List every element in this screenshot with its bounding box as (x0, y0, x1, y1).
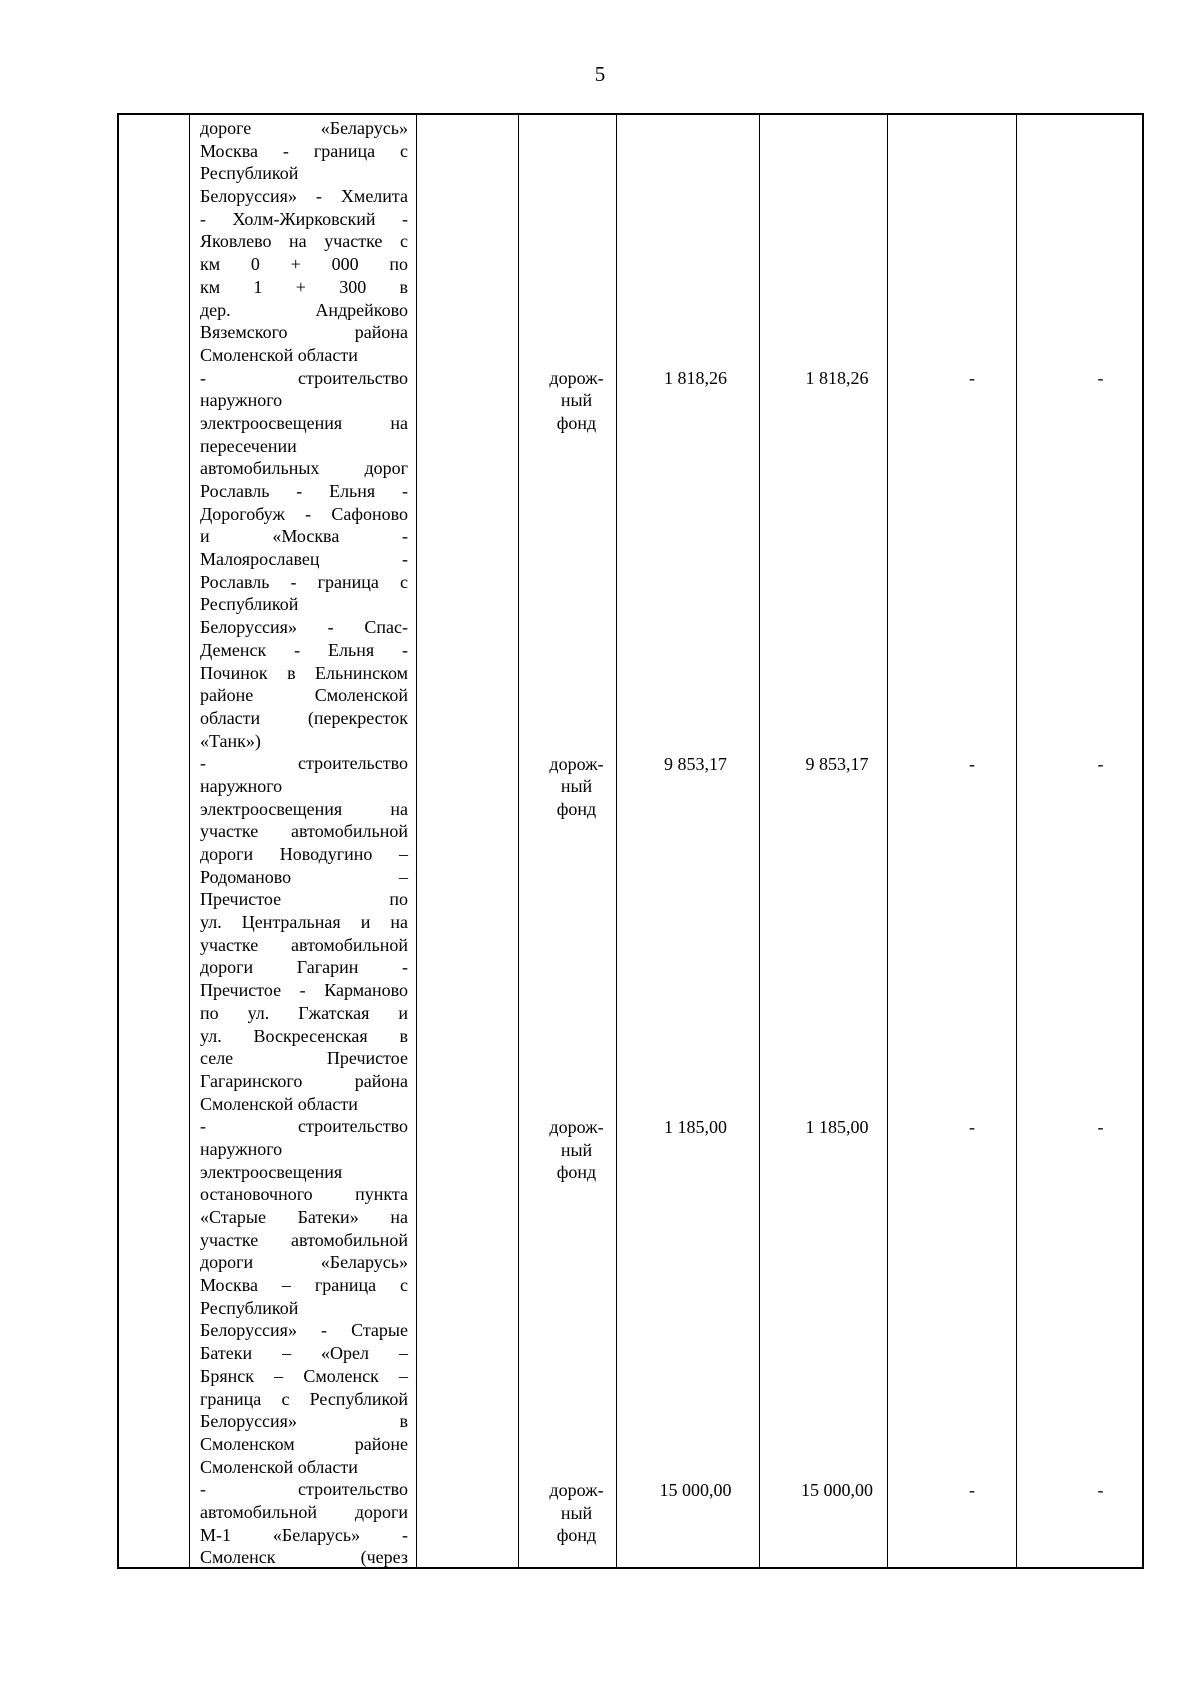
funding-source-line: дорож- (549, 1116, 604, 1137)
description-line: селе Пречистое (200, 1048, 408, 1069)
description-line: остановочного пункта (200, 1184, 408, 1205)
description-line: Малоярославец - (200, 549, 408, 570)
description-line: Дорогобуж - Сафоново (200, 503, 408, 524)
description-line: по ул. Гжатская и (200, 1002, 408, 1023)
description-line: наружного (200, 1138, 283, 1159)
description-line: электроосвещения (200, 1161, 343, 1182)
column-6-value: - (1097, 753, 1104, 774)
funding-source-line: ный (560, 1502, 593, 1523)
funding-source-line: ный (560, 1139, 593, 1160)
column-divider (518, 115, 519, 1567)
column-5-value: - (969, 1116, 975, 1137)
column-6-value: - (1097, 367, 1104, 388)
description-line: км 1 + 300 в (200, 276, 408, 297)
description-line: Белоруссия» - Спас- (200, 617, 408, 638)
column-divider (616, 115, 617, 1567)
description-line: участке автомобильной (200, 934, 408, 955)
description-line: и «Москва - (200, 526, 408, 547)
funding-source (519, 1116, 634, 1184)
funding-source-line: фонд (556, 1162, 597, 1183)
funding-source-line: фонд (556, 799, 597, 819)
description-line: Рославль - Ельня - (200, 481, 408, 501)
column-5-value: - (969, 367, 975, 388)
description-line: - Холм-Жирковский - (200, 208, 408, 229)
description-line: районе Смоленской (200, 685, 408, 706)
description-line: Пречистое - Карманово (200, 980, 408, 1001)
description-line: км 0 + 000 по (200, 254, 408, 275)
description-line: «Старые Батеки» на (200, 1207, 408, 1227)
amount-total: 15 000,00 (659, 1480, 732, 1500)
description-line: Республикой (200, 1297, 299, 1318)
description-line: - строительство (200, 1479, 408, 1500)
description-line: наружного (200, 775, 283, 796)
description-line: Республикой (200, 163, 299, 184)
funding-source-line: дорож- (549, 1480, 604, 1500)
description-line: дороги Новодугино – (200, 844, 408, 864)
page-number: 5 (594, 62, 606, 86)
description-line: - строительство (200, 1116, 408, 1137)
description-line: Рославль - граница с (200, 571, 408, 592)
description-line: Яковлево на участке с (200, 231, 408, 252)
funding-source-line: дорож- (549, 367, 604, 388)
description-line: Москва – граница с (200, 1275, 408, 1296)
description-line: участке автомобильной (200, 821, 408, 842)
column-divider (1016, 115, 1017, 1567)
description-line: автомобильной дороги (200, 1501, 408, 1522)
description-line: Пречистое по (200, 889, 408, 910)
column-divider (189, 115, 190, 1567)
description-line: Родоманово – (200, 866, 408, 887)
description-line: Смоленской области (200, 1093, 358, 1114)
funding-source (519, 367, 634, 435)
description-line: Смоленской области (200, 1456, 358, 1477)
amount-year: 1 185,00 (805, 1116, 869, 1137)
description-line: «Танк») (200, 730, 261, 751)
description-line: ул. Воскресенская в (200, 1025, 408, 1046)
description-line: области (перекресток (200, 707, 408, 728)
description-line: ул. Центральная и на (200, 912, 408, 933)
description-line: Смоленской области (200, 344, 358, 365)
funding-source-line: фонд (556, 413, 597, 434)
description-line: Белоруссия» в (200, 1411, 408, 1432)
funding-source-line: ный (560, 390, 593, 411)
description-line: дороге «Беларусь» (200, 118, 408, 138)
description-line: Вяземского района (200, 322, 408, 343)
budget-table (117, 113, 1144, 1569)
description-line: наружного (200, 390, 283, 411)
description-line: Москва - граница с (200, 140, 408, 161)
description-line: Белоруссия» - Старые (200, 1320, 408, 1341)
description-line: Смоленском районе (200, 1433, 408, 1454)
description-line: - строительство (200, 367, 408, 388)
column-divider (416, 115, 417, 1567)
description-line: дороги Гагарин - (200, 957, 408, 978)
description-column (200, 117, 408, 1569)
column-5-value: - (969, 753, 975, 774)
column-6-value: - (1097, 1480, 1104, 1500)
description-line: - строительство (200, 753, 408, 774)
description-line: Гагаринского района (200, 1070, 408, 1091)
amount-total: 9 853,17 (664, 753, 727, 774)
column-divider (887, 115, 888, 1567)
column-divider (759, 115, 760, 1567)
description-line: Республикой (200, 594, 299, 615)
amount-year: 15 000,00 (801, 1480, 873, 1500)
description-line: М-1 «Беларусь» - (200, 1524, 408, 1545)
description-line: Деменск - Ельня - (200, 639, 408, 660)
funding-source (519, 1479, 634, 1547)
funding-source-line: ный (560, 776, 593, 797)
column-6-value: - (1097, 1116, 1104, 1137)
amount-total: 1 818,26 (664, 367, 727, 388)
description-line: дер. Андрейково (200, 299, 408, 320)
description-line: Брянск – Смоленск – (200, 1365, 408, 1386)
description-line: дороги «Беларусь» (200, 1252, 408, 1273)
funding-source-line: фонд (556, 1525, 597, 1546)
funding-source (519, 753, 634, 821)
amount-total: 1 185,00 (664, 1116, 727, 1137)
description-line: автомобильных дорог (200, 458, 408, 479)
description-line: Белоруссия» - Хмелита (200, 186, 408, 207)
description-line: Починок в Ельнинском (200, 662, 408, 683)
description-line: электроосвещения на (200, 798, 408, 819)
column-5-value: - (969, 1480, 975, 1500)
description-line: электроосвещения на (200, 412, 408, 433)
description-line: граница с Республикой (200, 1388, 408, 1409)
description-line: участке автомобильной (200, 1229, 408, 1250)
funding-source-line: дорож- (549, 753, 604, 774)
description-line: пересечении (200, 435, 297, 456)
amount-year: 9 853,17 (805, 753, 869, 774)
amount-year: 1 818,26 (805, 367, 869, 388)
description-line: Смоленск (через (200, 1547, 408, 1568)
description-line: Батеки – «Орел – (200, 1343, 408, 1364)
